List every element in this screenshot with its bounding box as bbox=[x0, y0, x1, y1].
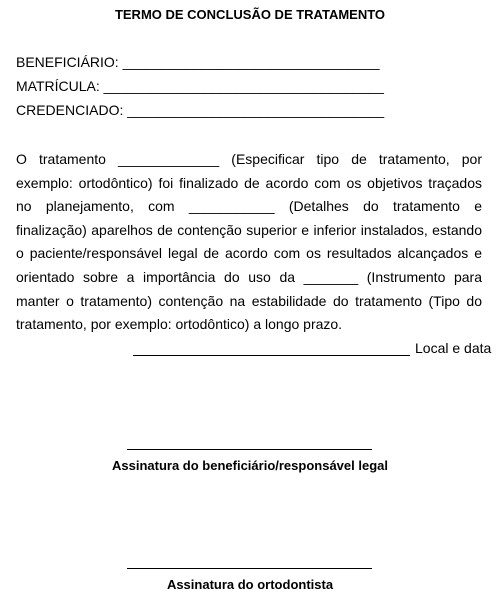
beneficiary-signature-line bbox=[127, 449, 372, 450]
local-data-label: Local e data bbox=[415, 340, 492, 356]
beneficiario-field: BENEFICIÁRIO: _________________________________ bbox=[16, 54, 380, 70]
local-data-line bbox=[133, 355, 410, 356]
document-title: TERMO DE CONCLUSÃO DE TRATAMENTO bbox=[114, 7, 386, 22]
body-paragraph: O tratamento _____________ (Especificar tipo de tratamento, por exemplo: ortodôntico) foi finalizado de acordo com os objetivos traçados no planejamento, com ___________ (Detalhes do tratamento e finalização) aparelhos de contenção superior e inferior instalados, estando o paciente/responsável legal de acordo com os resultados alcançados e orientado sobre a importância do uso da _______ (Instrumento para manter o tratamento) contenção na estabilidade do tratamento (Tipo do tratamento, por exemplo: ortodôntico) a longo prazo. bbox=[16, 151, 482, 333]
credenciado-field: CREDENCIADO: _________________________________ bbox=[16, 102, 385, 118]
matricula-field: MATRÍCULA: ____________________________________ bbox=[16, 78, 384, 94]
beneficiary-signature-label: Assinatura do beneficiário/responsável legal bbox=[112, 458, 388, 473]
orthodontist-signature-label: Assinatura do ortodontista bbox=[166, 577, 334, 592]
orthodontist-signature-line bbox=[127, 568, 372, 569]
